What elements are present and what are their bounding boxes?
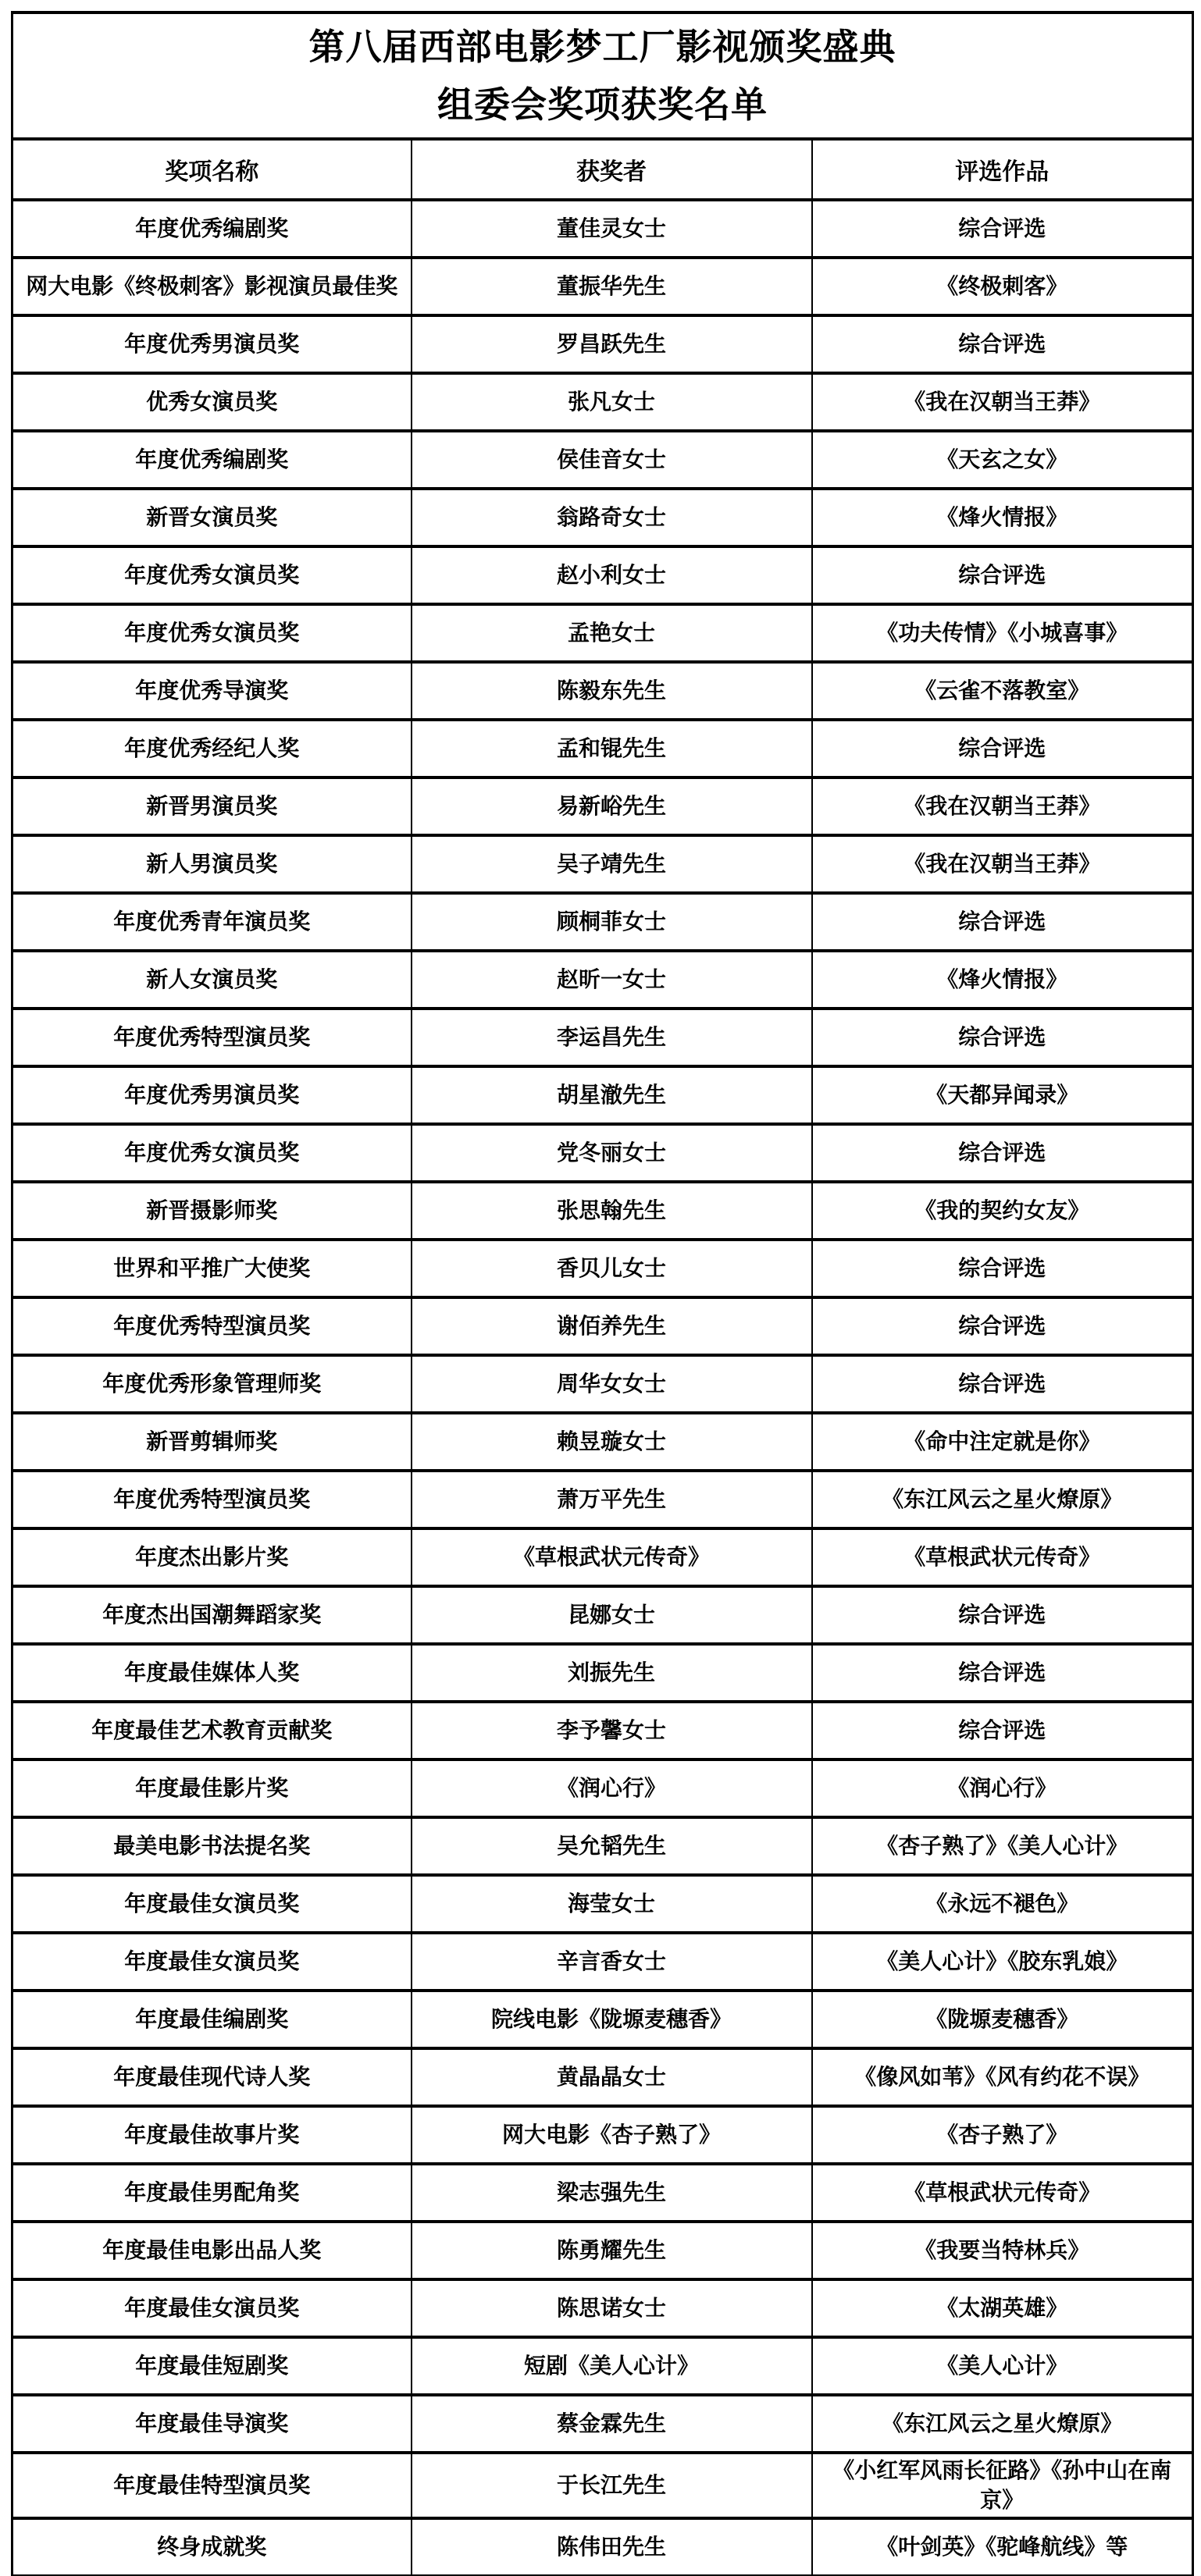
table-row [12, 1124, 1193, 1182]
winner-cell: 刘振先生 [412, 1644, 812, 1702]
work-cell: 《叶剑英》《驼峰航线》等 [812, 2518, 1193, 2576]
award-name-cell: 年度优秀女演员奖 [12, 546, 412, 604]
work-cell: 《我在汉朝当王莽》 [812, 835, 1193, 893]
award-name-cell: 年度优秀经纪人奖 [12, 720, 412, 777]
work-cell: 《天都异闻录》 [812, 1066, 1193, 1124]
award-name-cell: 年度最佳男配角奖 [12, 2164, 412, 2222]
table-row [12, 489, 1193, 546]
table-row [12, 1471, 1193, 1528]
table-row [12, 2222, 1193, 2279]
award-name-cell: 年度优秀编剧奖 [12, 431, 412, 489]
award-name-cell: 年度最佳影片奖 [12, 1759, 412, 1817]
title-row [12, 12, 1193, 139]
award-name-cell: 年度优秀导演奖 [12, 662, 412, 720]
winner-cell: 周华女女士 [412, 1355, 812, 1413]
award-name-cell: 年度优秀特型演员奖 [12, 1009, 412, 1066]
award-name-cell: 新人女演员奖 [12, 951, 412, 1009]
work-cell: 综合评选 [812, 720, 1193, 777]
winner-cell: 李运昌先生 [412, 1009, 812, 1066]
award-name-cell: 年度最佳特型演员奖 [12, 2453, 412, 2518]
column-header-winner: 获奖者 [412, 139, 812, 200]
table-row [12, 835, 1193, 893]
work-cell: 综合评选 [812, 1297, 1193, 1355]
winner-cell: 梁志强先生 [412, 2164, 812, 2222]
winner-cell: 于长江先生 [412, 2453, 812, 2518]
award-name-cell: 年度优秀女演员奖 [12, 604, 412, 662]
work-cell: 《云雀不落教室》 [812, 662, 1193, 720]
work-cell: 《我的契约女友》 [812, 1182, 1193, 1240]
table-row [12, 546, 1193, 604]
winner-cell: 党冬丽女士 [412, 1124, 812, 1182]
work-cell: 《烽火情报》 [812, 489, 1193, 546]
winner-cell: 张思翰先生 [412, 1182, 812, 1240]
award-name-cell: 年度最佳女演员奖 [12, 1875, 412, 1933]
winner-cell: 《润心行》 [412, 1759, 812, 1817]
winner-cell: 翁路奇女士 [412, 489, 812, 546]
work-cell: 综合评选 [812, 546, 1193, 604]
award-name-cell: 年度最佳短剧奖 [12, 2337, 412, 2395]
award-name-cell: 新晋男演员奖 [12, 777, 412, 835]
work-cell: 综合评选 [812, 1124, 1193, 1182]
table-row [12, 662, 1193, 720]
work-cell: 《我在汉朝当王莽》 [812, 777, 1193, 835]
award-name-cell: 年度最佳艺术教育贡献奖 [12, 1702, 412, 1759]
table-row [12, 1528, 1193, 1586]
award-name-cell: 世界和平推广大使奖 [12, 1240, 412, 1297]
work-cell: 《永远不褪色》 [812, 1875, 1193, 1933]
award-name-cell: 新晋摄影师奖 [12, 1182, 412, 1240]
table-row [12, 2337, 1193, 2395]
table-row [12, 1875, 1193, 1933]
winner-cell: 陈毅东先生 [412, 662, 812, 720]
page-title-line2: 组委会奖项获奖名单 [437, 84, 768, 125]
table-row [12, 1933, 1193, 1991]
work-cell: 《太湖英雄》 [812, 2279, 1193, 2337]
table-row [12, 2048, 1193, 2106]
winner-cell: 《草根武状元传奇》 [412, 1528, 812, 1586]
table-row [12, 2164, 1193, 2222]
award-name-cell: 年度最佳导演奖 [12, 2395, 412, 2453]
winner-cell: 张凡女士 [412, 373, 812, 431]
table-row [12, 1066, 1193, 1124]
work-cell: 综合评选 [812, 1644, 1193, 1702]
award-name-cell: 终身成就奖 [12, 2518, 412, 2576]
table-row [12, 2453, 1193, 2518]
winner-cell: 顾桐菲女士 [412, 893, 812, 951]
award-name-cell: 年度优秀女演员奖 [12, 1124, 412, 1182]
award-name-cell: 新晋女演员奖 [12, 489, 412, 546]
table-row [12, 1297, 1193, 1355]
award-name-cell: 年度杰出国潮舞蹈家奖 [12, 1586, 412, 1644]
work-cell: 综合评选 [812, 1702, 1193, 1759]
work-cell: 《功夫传情》《小城喜事》 [812, 604, 1193, 662]
winner-cell: 孟和锟先生 [412, 720, 812, 777]
table-row [12, 2279, 1193, 2337]
winner-cell: 赵小利女士 [412, 546, 812, 604]
award-name-cell: 年度最佳编剧奖 [12, 1991, 412, 2048]
table-row [12, 2106, 1193, 2164]
work-cell: 《美人心计》 [812, 2337, 1193, 2395]
winner-cell: 蔡金霖先生 [412, 2395, 812, 2453]
table-row [12, 1817, 1193, 1875]
work-cell: 综合评选 [812, 1240, 1193, 1297]
award-name-cell: 年度优秀特型演员奖 [12, 1297, 412, 1355]
winner-cell: 陈勇耀先生 [412, 2222, 812, 2279]
work-cell: 《草根武状元传奇》 [812, 2164, 1193, 2222]
winner-cell: 谢佰养先生 [412, 1297, 812, 1355]
table-row [12, 1759, 1193, 1817]
award-name-cell: 年度最佳女演员奖 [12, 2279, 412, 2337]
table-row [12, 373, 1193, 431]
winner-cell: 胡星澈先生 [412, 1066, 812, 1124]
column-header-award: 奖项名称 [12, 139, 412, 200]
table-row [12, 1413, 1193, 1471]
work-cell: 《我在汉朝当王莽》 [812, 373, 1193, 431]
work-cell: 《烽火情报》 [812, 951, 1193, 1009]
winner-cell: 香贝儿女士 [412, 1240, 812, 1297]
work-cell: 《草根武状元传奇》 [812, 1528, 1193, 1586]
award-name-cell: 年度优秀男演员奖 [12, 315, 412, 373]
winner-cell: 赖昱璇女士 [412, 1413, 812, 1471]
work-cell: 综合评选 [812, 1355, 1193, 1413]
award-name-cell: 年度最佳女演员奖 [12, 1933, 412, 1991]
page-title-line1: 第八届西部电影梦工厂影视颁奖盛典 [308, 27, 896, 67]
award-name-cell: 年度杰出影片奖 [12, 1528, 412, 1586]
winner-cell: 侯佳音女士 [412, 431, 812, 489]
work-cell: 《小红军风雨长征路》《孙中山在南京》 [812, 2453, 1193, 2518]
table-row [12, 720, 1193, 777]
work-cell: 综合评选 [812, 893, 1193, 951]
column-header-row [12, 139, 1193, 200]
work-cell: 《像风如苇》《风有约花不误》 [812, 2048, 1193, 2106]
table-row [12, 258, 1193, 315]
award-name-cell: 最美电影书法提名奖 [12, 1817, 412, 1875]
table-row [12, 1009, 1193, 1066]
table-row [12, 1991, 1193, 2048]
work-cell: 综合评选 [812, 1586, 1193, 1644]
table-row [12, 1240, 1193, 1297]
winner-cell: 辛言香女士 [412, 1933, 812, 1991]
award-name-cell: 年度最佳电影出品人奖 [12, 2222, 412, 2279]
table-row [12, 893, 1193, 951]
work-cell: 《润心行》 [812, 1759, 1193, 1817]
winner-cell: 罗昌跃先生 [412, 315, 812, 373]
winner-cell: 短剧《美人心计》 [412, 2337, 812, 2395]
winner-cell: 董佳灵女士 [412, 200, 812, 258]
award-name-cell: 年度优秀编剧奖 [12, 200, 412, 258]
table-row [12, 604, 1193, 662]
winner-cell: 黄晶晶女士 [412, 2048, 812, 2106]
award-name-cell: 新人男演员奖 [12, 835, 412, 893]
document-page [0, 11, 1201, 2576]
award-name-cell: 年度最佳故事片奖 [12, 2106, 412, 2164]
work-cell: 《杏子熟了》 [812, 2106, 1193, 2164]
award-name-cell: 网大电影《终极刺客》影视演员最佳奖 [12, 258, 412, 315]
winner-cell: 院线电影《陇塬麦穗香》 [412, 1991, 812, 2048]
work-cell: 《我要当特林兵》 [812, 2222, 1193, 2279]
winner-cell: 海莹女士 [412, 1875, 812, 1933]
award-name-cell: 年度优秀特型演员奖 [12, 1471, 412, 1528]
work-cell: 《杏子熟了》《美人心计》 [812, 1817, 1193, 1875]
table-row [12, 1355, 1193, 1413]
table-row [12, 2395, 1193, 2453]
work-cell: 《美人心计》《胶东乳娘》 [812, 1933, 1193, 1991]
awards-table [11, 11, 1194, 2576]
table-row [12, 200, 1193, 258]
winner-cell: 吴允韬先生 [412, 1817, 812, 1875]
work-cell: 综合评选 [812, 200, 1193, 258]
table-row [12, 777, 1193, 835]
table-row [12, 431, 1193, 489]
work-cell: 《终极刺客》 [812, 258, 1193, 315]
work-cell: 《命中注定就是你》 [812, 1413, 1193, 1471]
column-header-work: 评选作品 [812, 139, 1193, 200]
work-cell: 综合评选 [812, 1009, 1193, 1066]
table-row [12, 951, 1193, 1009]
winner-cell: 网大电影《杏子熟了》 [412, 2106, 812, 2164]
work-cell: 《东江风云之星火燎原》 [812, 1471, 1193, 1528]
work-cell: 《陇塬麦穗香》 [812, 1991, 1193, 2048]
winner-cell: 董振华先生 [412, 258, 812, 315]
award-name-cell: 优秀女演员奖 [12, 373, 412, 431]
winner-cell: 萧万平先生 [412, 1471, 812, 1528]
table-row [12, 315, 1193, 373]
award-name-cell: 年度最佳现代诗人奖 [12, 2048, 412, 2106]
winner-cell: 李予馨女士 [412, 1702, 812, 1759]
table-row [12, 1644, 1193, 1702]
work-cell: 综合评选 [812, 315, 1193, 373]
award-name-cell: 年度优秀青年演员奖 [12, 893, 412, 951]
award-name-cell: 新晋剪辑师奖 [12, 1413, 412, 1471]
winner-cell: 易新峪先生 [412, 777, 812, 835]
winner-cell: 赵昕一女士 [412, 951, 812, 1009]
award-name-cell: 年度最佳媒体人奖 [12, 1644, 412, 1702]
table-row [12, 1586, 1193, 1644]
table-row [12, 1182, 1193, 1240]
winner-cell: 孟艳女士 [412, 604, 812, 662]
table-row [12, 2518, 1193, 2576]
table-row [12, 1702, 1193, 1759]
winner-cell: 昆娜女士 [412, 1586, 812, 1644]
work-cell: 《天玄之女》 [812, 431, 1193, 489]
award-name-cell: 年度优秀男演员奖 [12, 1066, 412, 1124]
winner-cell: 陈伟田先生 [412, 2518, 812, 2576]
winner-cell: 吴子靖先生 [412, 835, 812, 893]
work-cell: 《东江风云之星火燎原》 [812, 2395, 1193, 2453]
award-name-cell: 年度优秀形象管理师奖 [12, 1355, 412, 1413]
page-title [12, 12, 1193, 139]
winner-cell: 陈思诺女士 [412, 2279, 812, 2337]
